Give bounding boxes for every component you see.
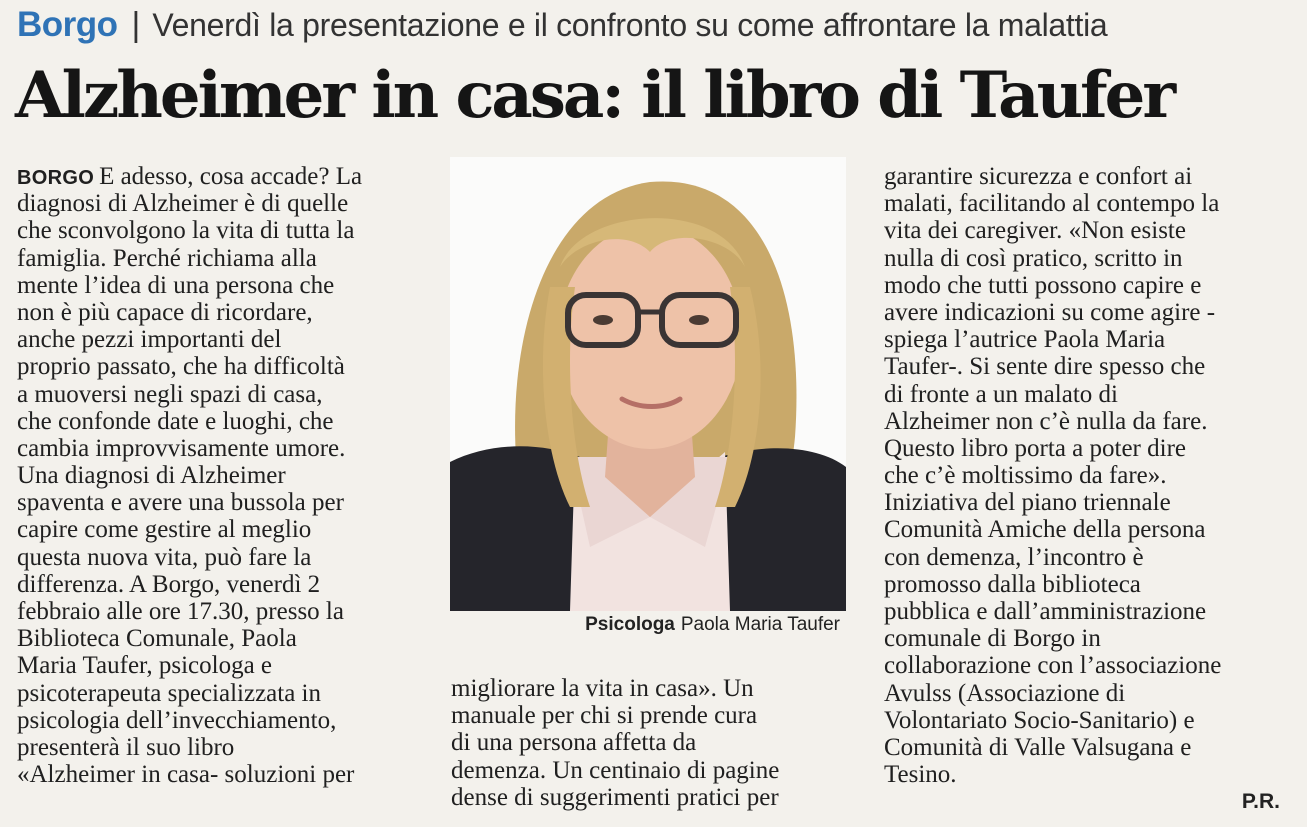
kicker-separator: | xyxy=(131,5,141,44)
text-line-content: anche pezzi importanti del xyxy=(17,326,282,354)
text-line-content: Una diagnosi di Alzheimer xyxy=(17,462,286,490)
text-line-content: famiglia. Perché richiama alla xyxy=(17,244,317,272)
text-line xyxy=(17,353,437,380)
text-line-content: Comunità di Valle Valsugana e xyxy=(884,733,1192,761)
headline: Alzheimer in casa: il libro di Taufer xyxy=(15,58,1174,133)
text-line xyxy=(17,190,437,217)
text-line-content: psicoterapeuta specializzata in xyxy=(17,679,322,707)
text-line xyxy=(884,435,1294,462)
text-line-content: vita dei caregiver. «Non esiste xyxy=(884,217,1186,245)
text-line xyxy=(884,163,1294,190)
text-line-content: mente l’idea di una persona che xyxy=(17,271,335,299)
text-line-content: differenza. A Borgo, venerdì 2 xyxy=(17,570,321,598)
text-line-content: di fronte a un malato di xyxy=(884,380,1118,408)
text-line-content: spiega l’autrice Paola Maria xyxy=(884,326,1166,354)
text-line xyxy=(884,625,1294,652)
photo-caption xyxy=(450,614,840,636)
text-line-content: avere indicazioni su come agire - xyxy=(884,298,1216,326)
text-line-content: questa nuova vita, può fare la xyxy=(17,543,312,571)
text-line-content: con demenza, l’incontro è xyxy=(884,543,1144,571)
text-line xyxy=(884,299,1294,326)
text-column-3 xyxy=(884,163,1294,788)
text-line xyxy=(451,757,851,784)
text-line xyxy=(17,489,437,516)
text-line xyxy=(884,217,1294,244)
text-line-content: pubblica e dall’amministrazione xyxy=(884,598,1207,625)
text-line-content: spaventa e avere una bussola per xyxy=(17,489,344,517)
text-line xyxy=(17,435,437,462)
text-line xyxy=(451,729,851,756)
text-line-content: psicologia dell’invecchiamento, xyxy=(17,706,337,734)
text-line xyxy=(17,326,437,353)
text-line xyxy=(17,408,437,435)
text-line xyxy=(451,702,851,729)
text-line xyxy=(17,272,437,299)
text-line xyxy=(884,381,1294,408)
text-line xyxy=(17,571,437,598)
text-line-content: collaborazione con l’associazione xyxy=(884,652,1222,680)
text-line xyxy=(17,761,437,788)
text-line xyxy=(17,544,437,571)
text-line xyxy=(17,217,437,244)
text-line-content: presenterà il suo libro xyxy=(17,733,235,761)
text-line xyxy=(17,707,437,734)
text-line-content: modo che tutti possono capire e xyxy=(884,271,1202,299)
text-line-content: capire come gestire al meglio xyxy=(17,516,312,544)
text-line-content: che c’è moltissimo da fare». xyxy=(884,462,1167,490)
text-line-content: Biblioteca Comunale, Paola xyxy=(17,625,297,653)
text-line xyxy=(884,462,1294,489)
caption-label: Psicologa xyxy=(585,614,675,635)
kicker-place: Borgo xyxy=(17,5,118,44)
text-line xyxy=(884,652,1294,679)
text-line xyxy=(884,734,1294,761)
text-line xyxy=(884,680,1294,707)
text-line-content: Questo libro porta a poter dire xyxy=(884,434,1186,462)
author-signature: P.R. xyxy=(1241,790,1280,813)
text-line xyxy=(884,544,1294,571)
text-line xyxy=(884,245,1294,272)
text-line-content: proprio passato, che ha difficoltà xyxy=(17,353,345,381)
text-line xyxy=(884,571,1294,598)
text-line-content: garantire sicurezza e confort ai xyxy=(884,163,1193,190)
text-line xyxy=(451,784,851,811)
text-line-content: Taufer-. Si sente dire spesso che xyxy=(884,353,1206,381)
text-line xyxy=(884,516,1294,543)
text-line xyxy=(884,353,1294,380)
text-line xyxy=(17,299,437,326)
text-line-content: non è più capace di ricordare, xyxy=(17,298,313,326)
text-line xyxy=(884,489,1294,516)
text-line xyxy=(17,462,437,489)
text-line xyxy=(884,272,1294,299)
text-line-content: dense di suggerimenti pratici per xyxy=(451,783,779,811)
text-line-content: «Alzheimer in casa- soluzioni per xyxy=(17,761,355,789)
text-line xyxy=(17,680,437,707)
text-line-content: a muoversi negli spazi di casa, xyxy=(17,380,323,408)
text-line-content: promosso dalla biblioteca xyxy=(884,570,1141,598)
text-line-content: manuale per chi si prende cura xyxy=(451,702,758,730)
text-line-content: Comunità Amiche della persona xyxy=(884,516,1206,544)
text-line-content: febbraio alle ore 17.30, presso la xyxy=(17,598,344,625)
text-line-content: che confonde date e luoghi, che xyxy=(17,407,334,435)
portrait-illustration xyxy=(450,157,846,611)
text-line xyxy=(884,408,1294,435)
text-line-content: di una persona affetta da xyxy=(451,729,697,757)
text-line-content: Avulss (Associazione di xyxy=(884,679,1126,707)
text-line xyxy=(17,625,437,652)
text-line xyxy=(17,381,437,408)
text-line-content: comunale di Borgo in xyxy=(884,625,1101,653)
text-line xyxy=(17,163,437,190)
caption-name: Paola Maria Taufer xyxy=(680,614,840,635)
text-line-content: Volontariato Socio-Sanitario) e xyxy=(884,706,1195,734)
text-line-content: che sconvolgono la vita di tutta la xyxy=(17,217,355,245)
kicker-text: Venerdì la presentazione e il confronto su come affrontare la malattia xyxy=(152,6,1108,43)
text-line xyxy=(17,245,437,272)
text-line-content: Alzheimer non c’è nulla da fare. xyxy=(884,407,1208,435)
text-line xyxy=(884,761,1294,788)
text-line-content: malati, facilitando al contempo la xyxy=(884,190,1220,218)
text-line-content: cambia improvvisamente umore. xyxy=(17,434,346,462)
text-line-content: E adesso, cosa accade? La xyxy=(99,163,363,190)
text-line-content: Maria Taufer, psicologa e xyxy=(17,652,273,680)
text-line xyxy=(451,675,851,702)
text-line xyxy=(17,652,437,679)
text-line xyxy=(884,326,1294,353)
text-line xyxy=(17,516,437,543)
text-line-content: nulla di così pratico, scritto in xyxy=(884,244,1183,272)
text-line xyxy=(884,598,1294,625)
text-line xyxy=(17,734,437,761)
text-line-content: diagnosi di Alzheimer è di quelle xyxy=(17,190,349,218)
text-line xyxy=(884,707,1294,734)
lead-dateline: BORGO xyxy=(17,167,95,189)
text-line-content: Iniziativa del piano triennale xyxy=(884,489,1171,517)
kicker xyxy=(17,4,1107,46)
text-line xyxy=(17,598,437,625)
text-line-content: migliorare la vita in casa». Un xyxy=(451,675,754,702)
text-column-2 xyxy=(451,675,851,811)
text-column-1 xyxy=(17,163,437,788)
author-photo xyxy=(450,157,846,611)
text-line-content: demenza. Un centinaio di pagine xyxy=(451,756,780,784)
text-line xyxy=(884,190,1294,217)
text-line-content: Tesino. xyxy=(884,761,957,789)
